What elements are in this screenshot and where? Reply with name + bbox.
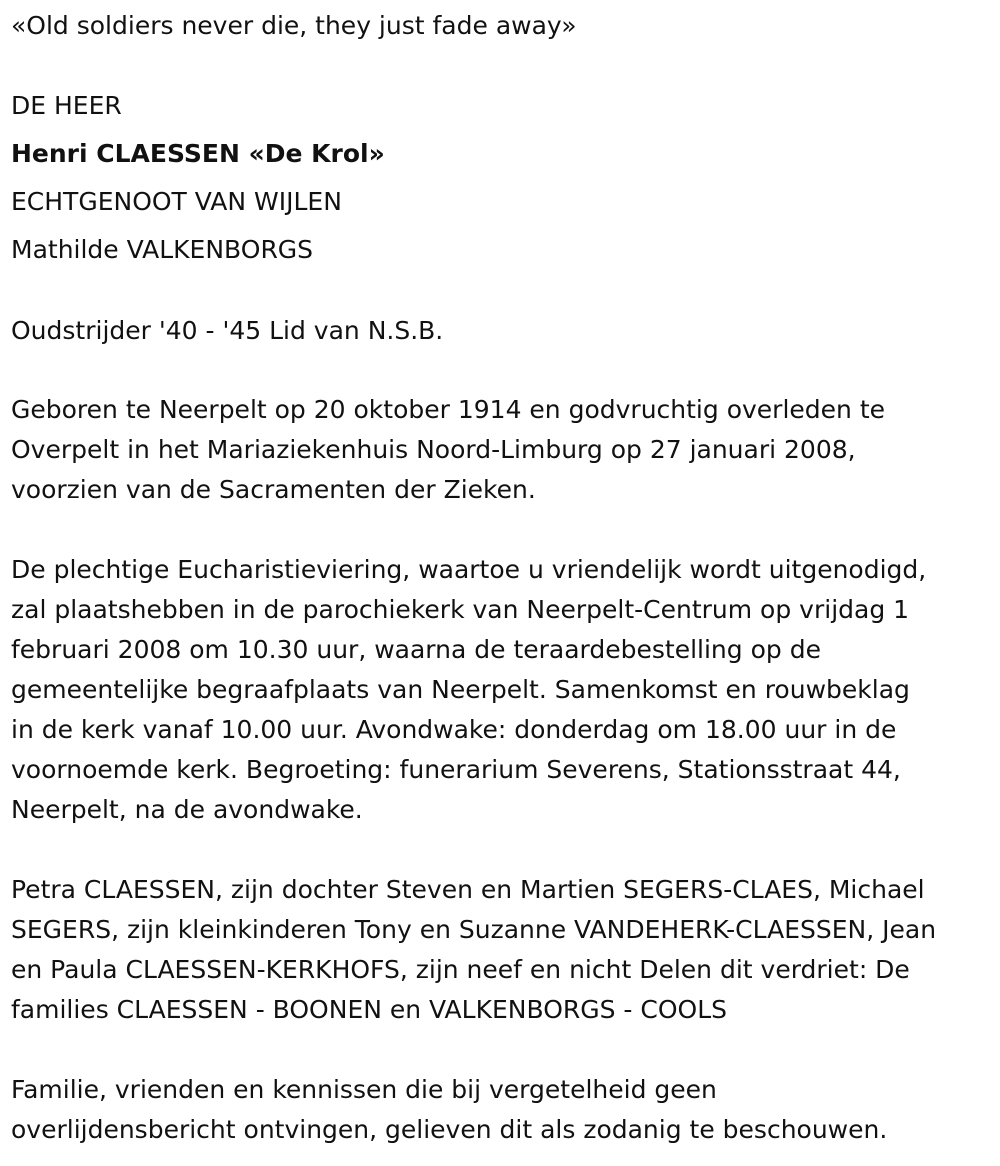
ceremony-line: in de kerk vanaf 10.00 uur. Avondwake: donderdag om 18.00 uur in de xyxy=(11,715,897,744)
birth-death-line: voorzien van de Sacramenten der Zieken. xyxy=(11,475,536,504)
notice-paragraph xyxy=(11,1070,996,1150)
family-paragraph xyxy=(11,870,996,1030)
birth-death-line: Geboren te Neerpelt op 20 oktober 1914 en godvruchtig overleden te xyxy=(11,395,885,424)
ceremony-line: voornoemde kerk. Begroeting: funerarium Severens, Stationsstraat 44, xyxy=(11,755,901,784)
birth-death-line: Overpelt in het Mariaziekenhuis Noord-Limburg op 27 januari 2008, xyxy=(11,435,856,464)
ceremony-line: februari 2008 om 10.30 uur, waarna de teraardebestelling op de xyxy=(11,635,821,664)
ceremony-paragraph xyxy=(11,550,996,830)
birth-death-paragraph xyxy=(11,390,996,510)
family-line: Petra CLAESSEN, zijn dochter Steven en Martien SEGERS-CLAES, Michael xyxy=(11,875,925,904)
deceased-name: Henri CLAESSEN «De Krol» xyxy=(11,139,385,168)
family-line: en Paula CLAESSEN-KERKHOFS, zijn neef en nicht Delen dit verdriet: De xyxy=(11,955,910,984)
spouse-name: Mathilde VALKENBORGS xyxy=(11,235,314,264)
ceremony-line: Neerpelt, na de avondwake. xyxy=(11,795,363,824)
family-line: families CLAESSEN - BOONEN en VALKENBORGS - COOLS xyxy=(11,995,728,1024)
spouse-label: ECHTGENOOT VAN WIJLEN xyxy=(11,187,342,216)
motto: «Old soldiers never die, they just fade away» xyxy=(11,11,577,40)
ceremony-line: zal plaatshebben in de parochiekerk van Neerpelt-Centrum op vrijdag 1 xyxy=(11,595,910,624)
veteran-line: Oudstrijder '40 - '45 Lid van N.S.B. xyxy=(11,316,444,345)
family-line: SEGERS, zijn kleinkinderen Tony en Suzanne VANDEHERK-CLAESSEN, Jean xyxy=(11,915,937,944)
ceremony-line: gemeentelijke begraafplaats van Neerpelt. Samenkomst en rouwbeklag xyxy=(11,675,910,704)
salutation: DE HEER xyxy=(11,91,122,120)
ceremony-line: De plechtige Eucharistieviering, waartoe u vriendelijk wordt uitgenodigd, xyxy=(11,555,927,584)
notice-line: Familie, vrienden en kennissen die bij vergetelheid geen xyxy=(11,1075,717,1104)
notice-line: overlijdensbericht ontvingen, gelieven dit als zodanig te beschouwen. xyxy=(11,1115,888,1144)
